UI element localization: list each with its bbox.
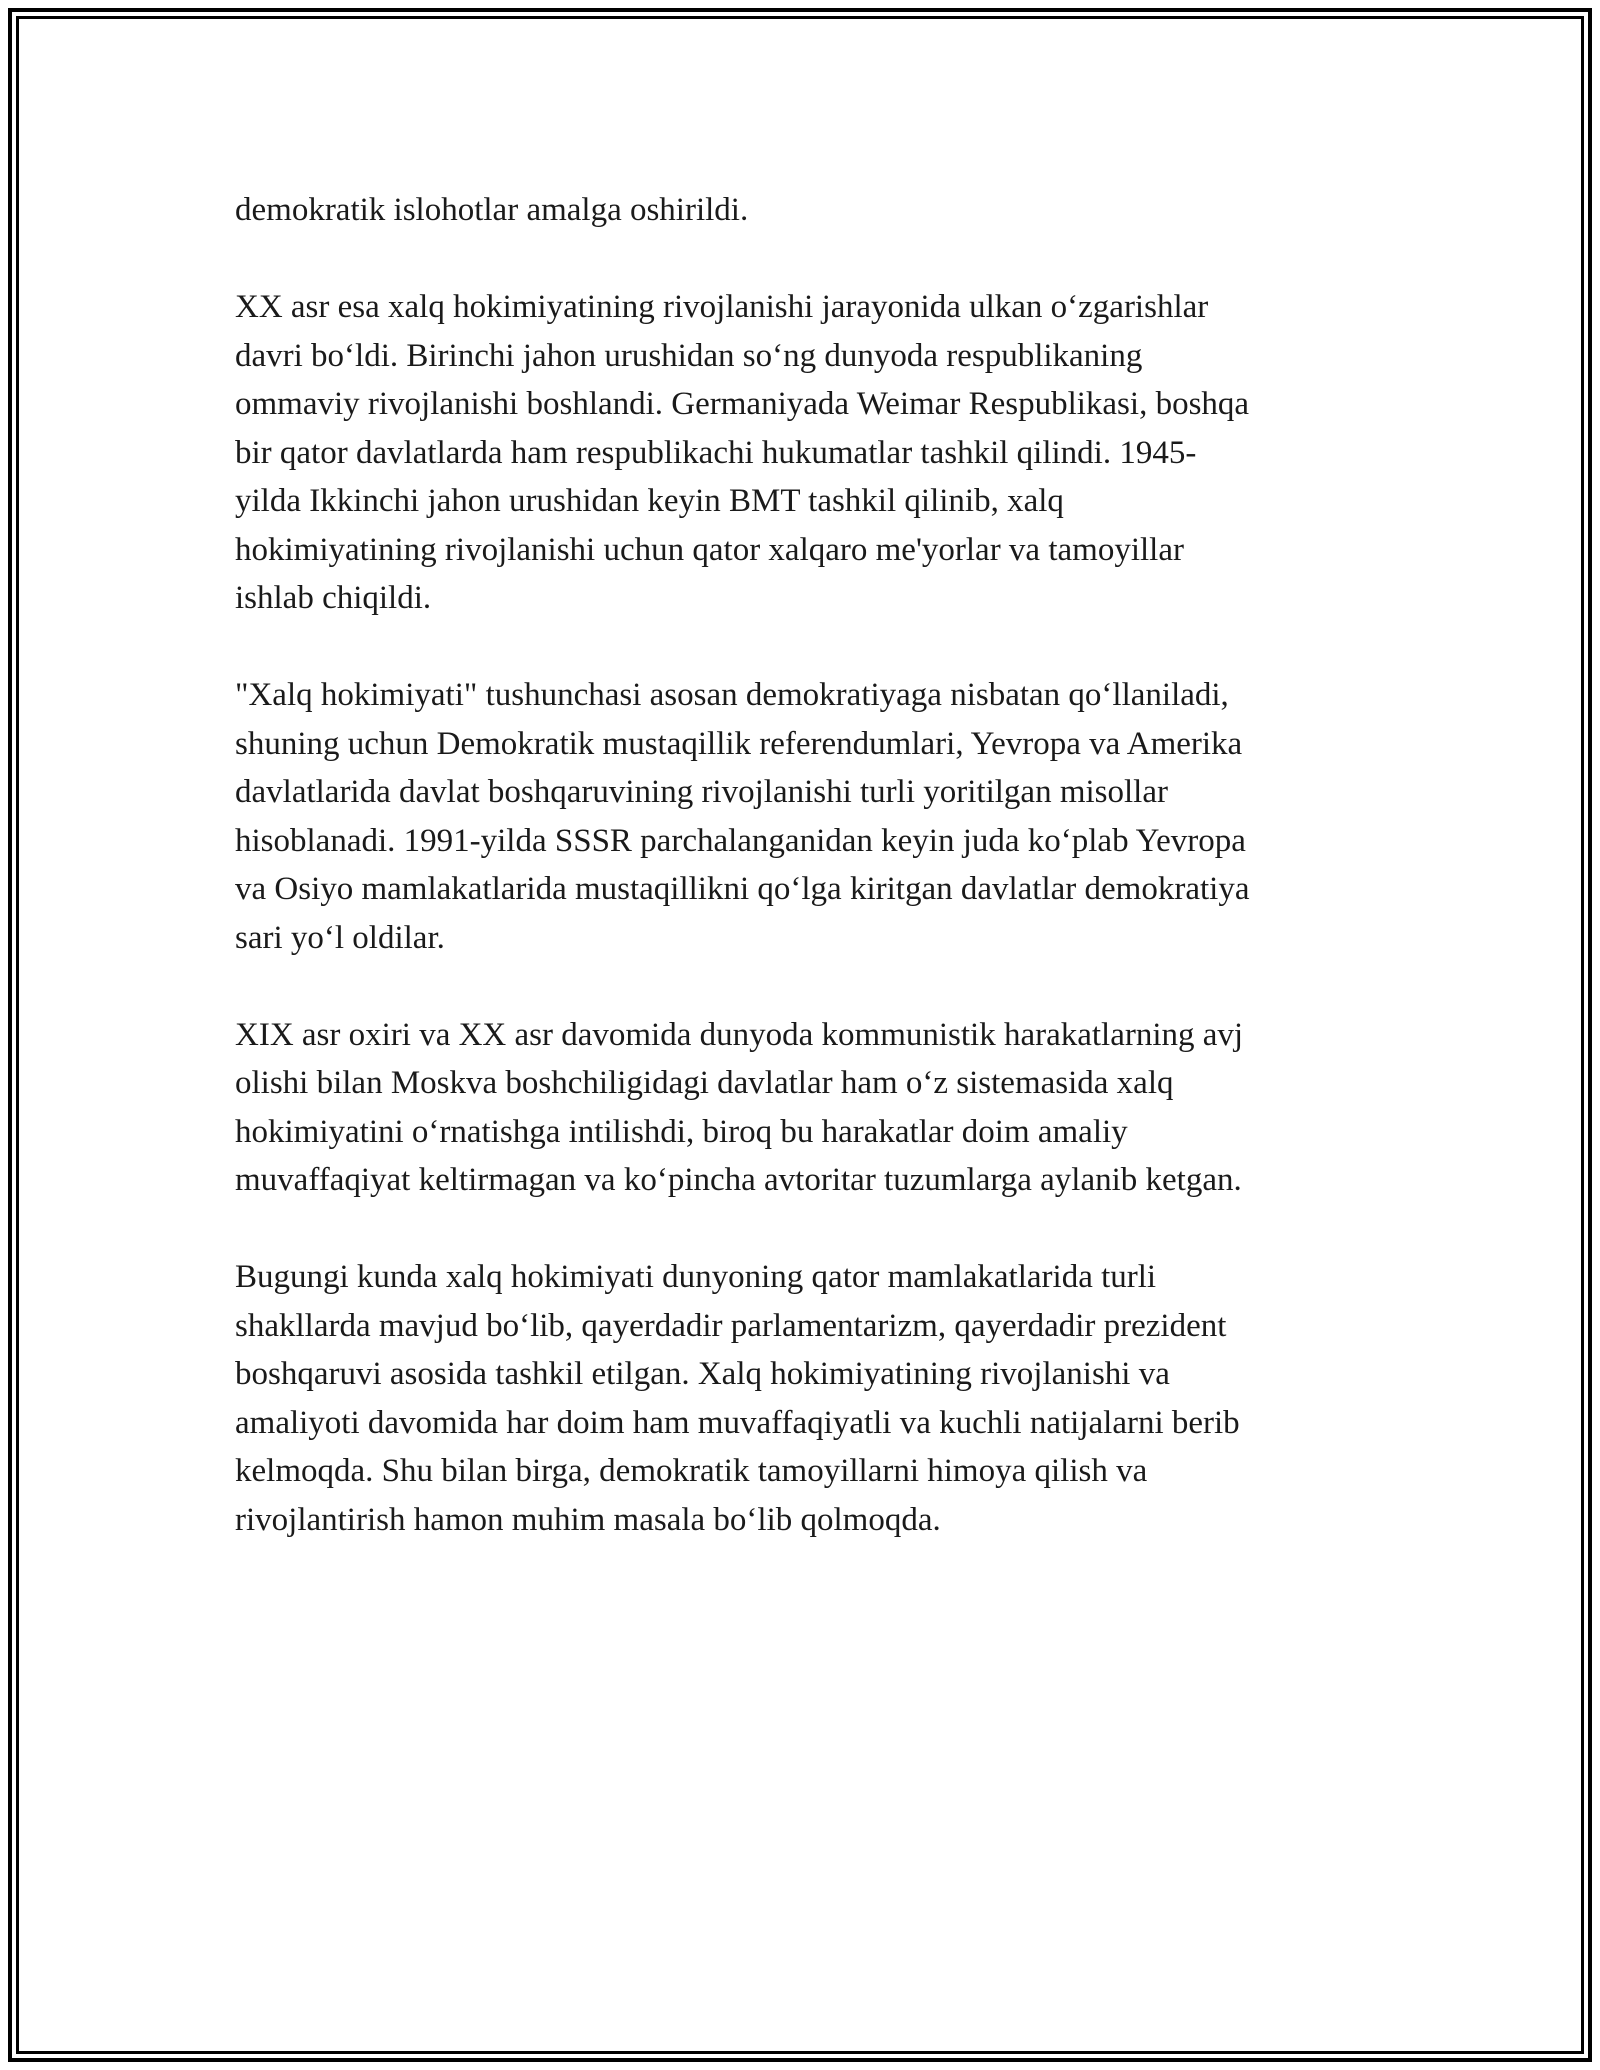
text-line: muvaffaqiyat keltirmagan va ko‘pincha avtoritar tuzumlarga aylanib ketgan. [235, 1162, 1242, 1198]
text-line: amaliyoti davomida har doim ham muvaffaqiyatli va kuchli natijalarni berib [235, 1404, 1240, 1441]
text-line: yilda Ikkinchi jahon urushidan keyin BMT tashkil qilinib, xalq [235, 483, 1064, 519]
text-line: shakllarda mavjud bo‘lib, qayerdadir parlamentarizm, qayerdadir prezident [235, 1307, 1227, 1344]
text-line: olishi bilan Moskva boshchiligidagi davlatlar ham o‘z sistemasida xalq [235, 1065, 1174, 1101]
text-line: davri bo‘ldi. Birinchi jahon urushidan so‘ng dunyoda respublikaning [235, 337, 1143, 374]
text-line: shuning uchun Demokratik mustaqillik referendumlari, Yevropa va Amerika [235, 725, 1243, 762]
paragraph-continuation [235, 186, 1375, 235]
paragraph-bugungi-kunda [235, 1253, 1375, 1544]
text-line: "Xalq hokimiyati" tushunchasi asosan demokratiyaga nisbatan qo‘llaniladi, [235, 677, 1229, 713]
text-line: davlatlarida davlat boshqaruvining rivojlanishi turli yoritilgan misollar [235, 774, 1168, 810]
text-line: rivojlantirish hamon muhim masala bo‘lib qolmoqda. [235, 1501, 941, 1538]
text-line: ommaviy rivojlanishi boshlandi. Germaniyada Weimar Respublikasi, boshqa [235, 386, 1250, 422]
text-line: boshqaruvi asosida tashkil etilgan. Xalq hokimiyatining rivojlanishi va [235, 1356, 1170, 1392]
text-line: hokimiyatining rivojlanishi uchun qator xalqaro me'yorlar va tamoyillar [235, 531, 1184, 568]
paragraph-xalq-hokimiyati [235, 671, 1375, 962]
paragraph-xx-century [235, 283, 1375, 623]
text-line: hisoblanadi. 1991-yilda SSSR parchalanganidan keyin juda ko‘plab Yevropa [235, 822, 1246, 859]
document-body [235, 186, 1375, 1593]
text-line: bir qator davlatlarda ham respublikachi hukumatlar tashkil qilindi. 1945- [235, 434, 1197, 471]
text-line: XIX asr oxiri va XX asr davomida dunyoda kommunistik harakatlarning avj [235, 1016, 1244, 1053]
paragraph-xix-century [235, 1011, 1375, 1205]
text-line: XX asr esa xalq hokimiyatining rivojlanishi jarayonida ulkan o‘zgarishlar [235, 289, 1209, 325]
text-line: ishlab chiqildi. [235, 580, 432, 616]
text-line: hokimiyatini o‘rnatishga intilishdi, biroq bu harakatlar doim amaliy [235, 1113, 1128, 1150]
text-line: demokratik islohotlar amalga oshirildi. [235, 192, 749, 228]
text-line: va Osiyo mamlakatlarida mustaqillikni qo‘lga kiritgan davlatlar demokratiya [235, 871, 1250, 907]
text-line: sari yo‘l oldilar. [235, 919, 445, 956]
text-line: Bugungi kunda xalq hokimiyati dunyoning qator mamlakatlarida turli [235, 1259, 1157, 1295]
text-line: kelmoqda. Shu bilan birga, demokratik tamoyillarni himoya qilish va [235, 1453, 1148, 1489]
